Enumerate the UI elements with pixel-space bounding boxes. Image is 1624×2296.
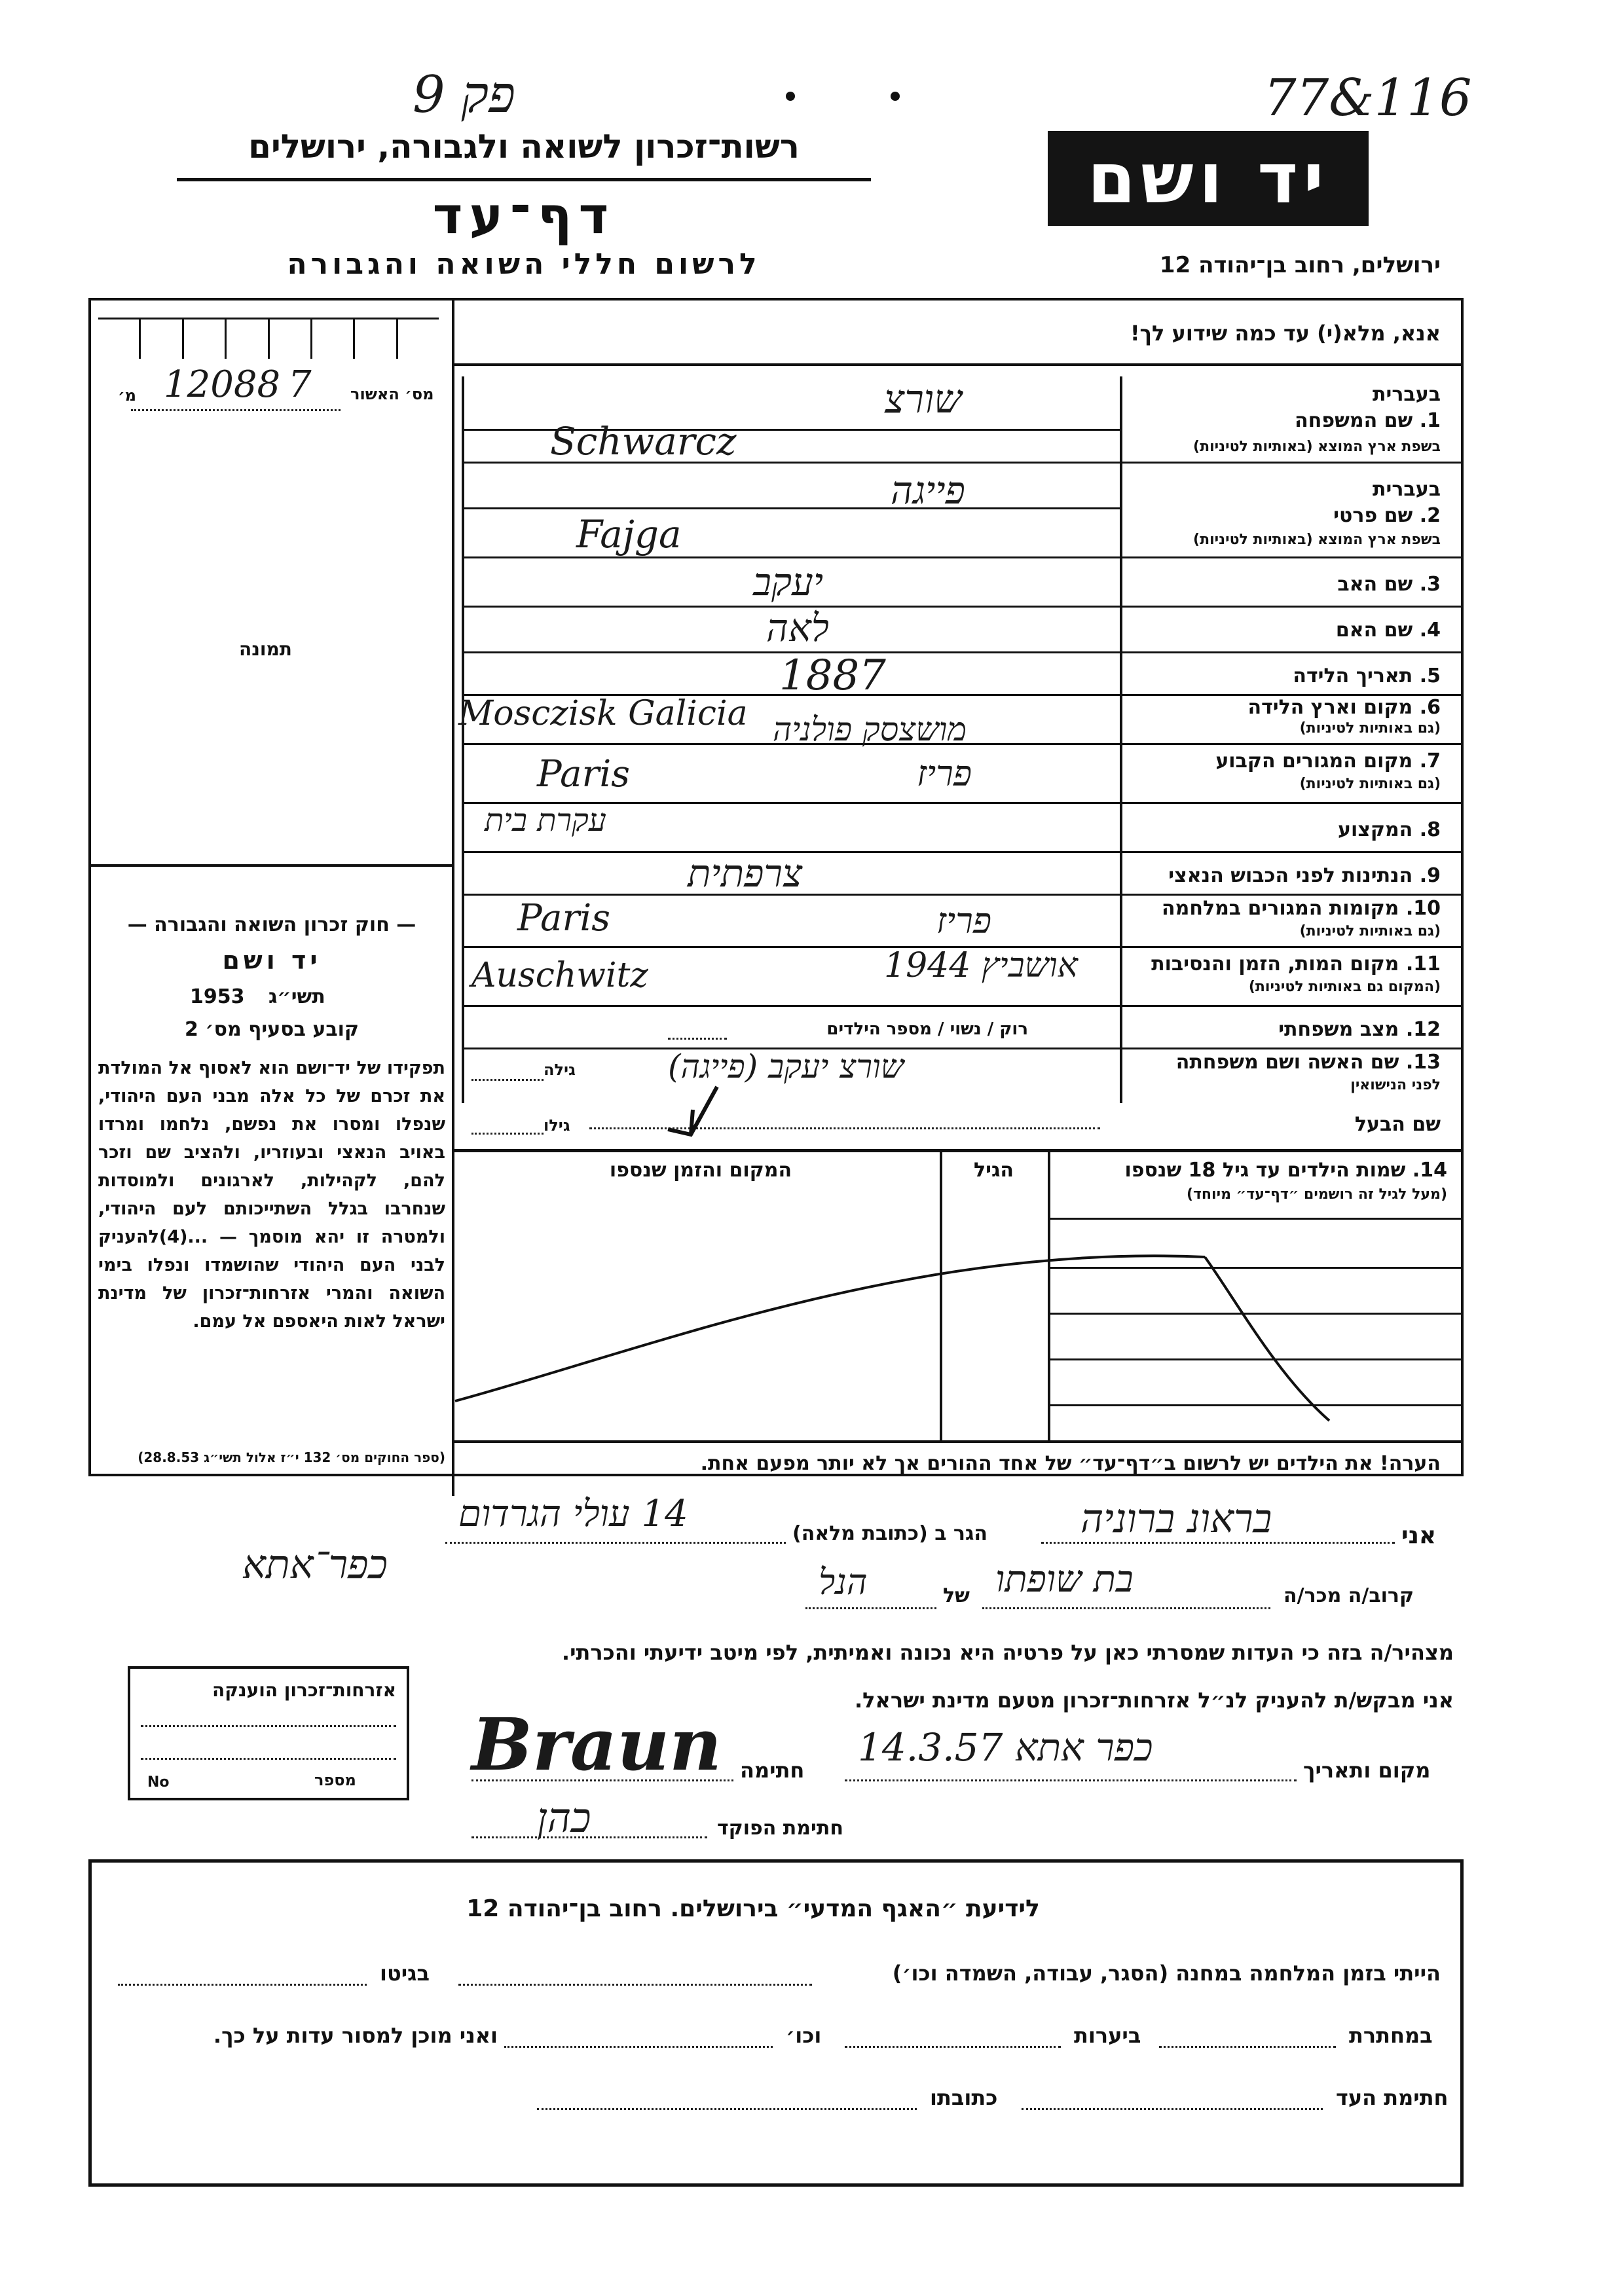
field-6-note: (גם באותיות לטיניות)	[1299, 720, 1441, 737]
address-label: הגר ב (כתובת מלאה)	[792, 1522, 988, 1545]
yad-vashem-logo: יד ושם	[1048, 131, 1369, 226]
field-2-label: 2. שם פרטי	[1333, 504, 1441, 527]
field-11-note: (המקום גם באותיות לטיניות)	[1248, 979, 1441, 995]
field-2-note: בשפת ארץ המוצא (באותיות לטיניות)	[1193, 532, 1441, 548]
approval-label: מס׳ האשור	[350, 385, 434, 403]
notice-ready-text: ואני מוכן למסור עדות על כך.	[213, 2023, 498, 2048]
husband-age-dots	[471, 1133, 544, 1135]
field-11-label: 11. מקום המות, הזמן והנסיבות	[1151, 953, 1441, 975]
law-source: (ספר החוקים מס׳ 132 י״ז אלול תשי״ג 28.8.53)	[138, 1449, 445, 1465]
photo-label: תמונה	[239, 638, 292, 660]
field-11-value-latin: Auschwitz	[471, 956, 648, 995]
field-8-label: 8. המקצוע	[1337, 818, 1441, 841]
field-husband-age-label: גילו	[544, 1116, 570, 1135]
punch-dot	[786, 92, 795, 101]
place-date-dots	[845, 1779, 1297, 1781]
row-rule	[462, 507, 1120, 509]
notice-title: לידיעת ״האגף המדעי״ בירושלים. רחוב בן־יהודה 12	[466, 1895, 1040, 1922]
field-13-label: 13. שם האשה ושם משפחתה	[1175, 1051, 1441, 1074]
declarant-name: בראונ ברוניה	[1080, 1496, 1272, 1542]
signature-dots	[471, 1779, 733, 1781]
notice-address-dots	[537, 2108, 917, 2110]
children-footnote: הערה! את הילדים יש לרשום ב״דף־עד״ של אחד ההורים אך לא יותר מפעם אחת.	[700, 1452, 1441, 1475]
citizenship-request: אני מבקש/ת להעניק לנ״ל אזרחות־זכרון מטעם מדינת ישראל.	[855, 1688, 1454, 1713]
org-name: רשות־זכרון לשואה ולגבורה, ירושלים	[248, 128, 800, 166]
field-3-label: 3. שם האב	[1337, 573, 1441, 596]
row-rule	[462, 606, 1464, 608]
notice-ghetto-label: בגיטו	[380, 1961, 430, 1986]
children-table-bottom	[454, 1440, 1464, 1443]
row-rule	[462, 1048, 1464, 1049]
notice-witness-dots	[1022, 2108, 1323, 2110]
field-2-value-latin: Fajga	[576, 512, 682, 556]
field-6-label: 6. מקום וארץ הלידה	[1247, 696, 1441, 719]
field-7-value-hebrew: פריז	[917, 753, 972, 794]
citizenship-dots	[141, 1725, 396, 1727]
place-date-label: מקום ותאריך	[1303, 1758, 1431, 1783]
field-5-value: 1887	[779, 651, 886, 700]
declarant-label: אני	[1401, 1522, 1437, 1549]
field-10-label: 10. מקומות המגורים במלחמה	[1162, 897, 1441, 920]
field-11-value-hebrew: אושביץ 1944	[884, 946, 1078, 985]
value-column-left	[462, 376, 464, 1103]
field-2-lang: בעברית	[1373, 478, 1441, 501]
page-title: דף־עד	[432, 187, 616, 246]
of-label: של	[943, 1584, 970, 1607]
law-text: תפקידו של יד־ושם הוא לאסוף אל המולדת את זכרם של כל אלה מבני העם היהודי, שנפלו ומסרו את נפשם, נלחמו ומרדו באויב הנאצי ובעוזריו, ולהציב שם וזכר להם, לקהילות, לארגונים ולמוסדות שנחרבו בגלל השתייכותם לעם היהודי, ולמטרה זו יהא מוסמך — ...(4)להעניק לבני העם היהודי שהושמדו ונפלו בימי השואה והמרי אזרחות־זכרון של מדינת ישראל לאות היאספם אל עמם.	[98, 1058, 445, 1332]
row-rule	[462, 851, 1464, 853]
approval-suffix: 7	[288, 363, 312, 406]
field-13-value: שורצ יעקב (פייגה)	[668, 1048, 904, 1085]
field-13-age-label: גילה	[544, 1061, 576, 1079]
notice-camp-dots	[458, 1984, 812, 1986]
relation-subject: הנל	[819, 1561, 868, 1603]
declaration-statement: מצהיר/ה בזה כי העדות שמסרתי כאן על פרטיה היא נכונה ואמיתית, לפי מיטב ידיעתי והכרתי.	[561, 1640, 1454, 1665]
subject-dots	[805, 1607, 936, 1609]
field-5-label: 5. תאריך הלידה	[1293, 665, 1441, 687]
intro-text: אנא, מלא(י) עד כמה שידוע לך!	[1130, 321, 1441, 346]
children-count-dots	[668, 1038, 727, 1040]
field-7-label: 7. מקום המגורים הקבוע	[1215, 750, 1441, 773]
law-title: — חוק זכרון השואה והגבורה —	[127, 913, 416, 936]
field-7-value-latin: Paris	[537, 753, 630, 795]
notice-underground-dots	[1159, 2046, 1336, 2048]
field-10-value-latin: Paris	[517, 897, 610, 939]
age-dots	[471, 1079, 544, 1081]
officer-dots	[471, 1836, 707, 1838]
declarant-signature: Braun	[471, 1702, 722, 1787]
law-logo: יד ושם	[222, 946, 322, 975]
field-1-value-hebrew: שורצ	[884, 376, 962, 422]
punch-dot	[891, 92, 900, 101]
citizenship-dots	[141, 1758, 396, 1760]
handwritten-file-code: פק 9	[413, 65, 516, 124]
field-8-value: עקרת בית	[485, 802, 606, 839]
field-6-value-hebrew: מושצסק פולניה	[773, 710, 967, 748]
law-year-hebrew: תשי״ג	[268, 985, 325, 1008]
field-1-note: בשפת ארץ המוצא (באותיות לטיניות)	[1193, 439, 1441, 455]
row-rule	[462, 1005, 1464, 1007]
field-7-note: (גם באותיות לטיניות)	[1299, 776, 1441, 792]
field-12-options: רוק / נשוי / מספר הילדים	[826, 1019, 1028, 1039]
notice-forests-label: ביערות	[1074, 2023, 1141, 2048]
field-9-value: צרפתית	[688, 851, 803, 896]
field-12-label: 12. מצב משפחתי	[1278, 1018, 1441, 1041]
field-9-label: 9. הנתינות לפני הכבוש הנאצי	[1168, 864, 1441, 887]
citizenship-number-label: מספר	[314, 1771, 356, 1789]
notice-underground-label: במחתרת	[1349, 2023, 1433, 2048]
cross-out-strokes	[452, 1205, 1460, 1427]
field-10-value-hebrew: פריז	[936, 900, 992, 941]
field-3-value: יעקב	[753, 560, 824, 604]
children-name-note: (מעל לגיל זה רושמים ״דף־עד״ מיוחד)	[1186, 1186, 1447, 1203]
label-column-divider	[1120, 376, 1122, 1103]
notice-etc-label: וכו׳	[786, 2023, 822, 2048]
law-box-top	[88, 864, 452, 867]
approval-dots	[131, 409, 341, 411]
children-place-header: המקום והזמן שנספו	[609, 1159, 792, 1182]
citizenship-no-label: No	[147, 1774, 170, 1791]
row-rule	[462, 556, 1464, 558]
address-dots	[445, 1542, 786, 1544]
notice-witness-signature-label: חתימת העד	[1336, 2085, 1449, 2110]
header-address: ירושלים, רחוב בן־יהודה 12	[1159, 252, 1441, 278]
declarant-city: כפר־אתא	[242, 1542, 388, 1588]
field-4-label: 4. שם האם	[1335, 619, 1441, 642]
law-year: 1953	[190, 985, 245, 1008]
field-husband-label: שם הבעל	[1354, 1113, 1441, 1136]
notice-address-label: כתובתו	[930, 2085, 998, 2110]
intro-rule	[452, 363, 1464, 366]
declarant-name-dots	[1041, 1542, 1395, 1544]
header-rule	[177, 178, 871, 181]
notice-line1: הייתי בזמן המלחמה במחנה (הסגר, עבודה, השמדה וכו׳)	[892, 1961, 1441, 1986]
children-table-top	[454, 1149, 1464, 1152]
relation-label: קרוב/ה מכר/ה	[1283, 1584, 1414, 1607]
field-1-value-latin: Schwarcz	[550, 419, 737, 464]
law-clause: קובע בסעיף מס׳ 2	[184, 1018, 360, 1041]
field-13-note: לפני הנישואין	[1350, 1077, 1441, 1093]
field-10-note: (גם באותיות לטיניות)	[1299, 923, 1441, 939]
field-2-value-hebrew: פייגה	[891, 468, 965, 513]
page-subtitle: לרשום חללי השואה והגבורה	[287, 247, 761, 281]
approval-number-boxes	[98, 318, 439, 359]
row-rule	[462, 802, 1464, 804]
relation-dots	[982, 1607, 1270, 1609]
officer-signature-label: חתימת הפוקד	[717, 1817, 843, 1840]
field-1-label: 1. שם המשפחה	[1295, 409, 1441, 432]
notice-ghetto-dots	[118, 1984, 367, 1986]
signature-label: חתימה	[740, 1758, 805, 1783]
field-4-value: לאה	[766, 606, 829, 650]
citizenship-granted-title: אזרחות־זכרון הוענקה	[212, 1679, 396, 1701]
handwritten-mark	[655, 1084, 733, 1142]
officer-signature: כהן	[537, 1794, 591, 1842]
field-6-value-latin: Mosczisk Galicia	[458, 694, 748, 733]
notice-etc-dots	[504, 2046, 773, 2048]
declarant-address: 14 עולי הגרדום	[458, 1493, 688, 1535]
row-rule	[462, 651, 1464, 653]
relation-value: בת שופתו	[995, 1558, 1134, 1601]
approval-number: 12088	[164, 363, 281, 406]
notice-forests-dots	[845, 2046, 1061, 2048]
place-date-value: כפר אתא 14.3.57	[858, 1725, 1153, 1770]
children-age-header: הגיל	[974, 1159, 1014, 1182]
handwritten-record-number: 77&116	[1264, 69, 1472, 128]
children-name-header: 14. שמות הילדים עד גיל 18 שנספו	[1124, 1159, 1447, 1182]
row-rule	[462, 894, 1464, 896]
approval-prefix: מ׳	[118, 386, 137, 405]
field-1-lang: בעברית	[1373, 383, 1441, 406]
